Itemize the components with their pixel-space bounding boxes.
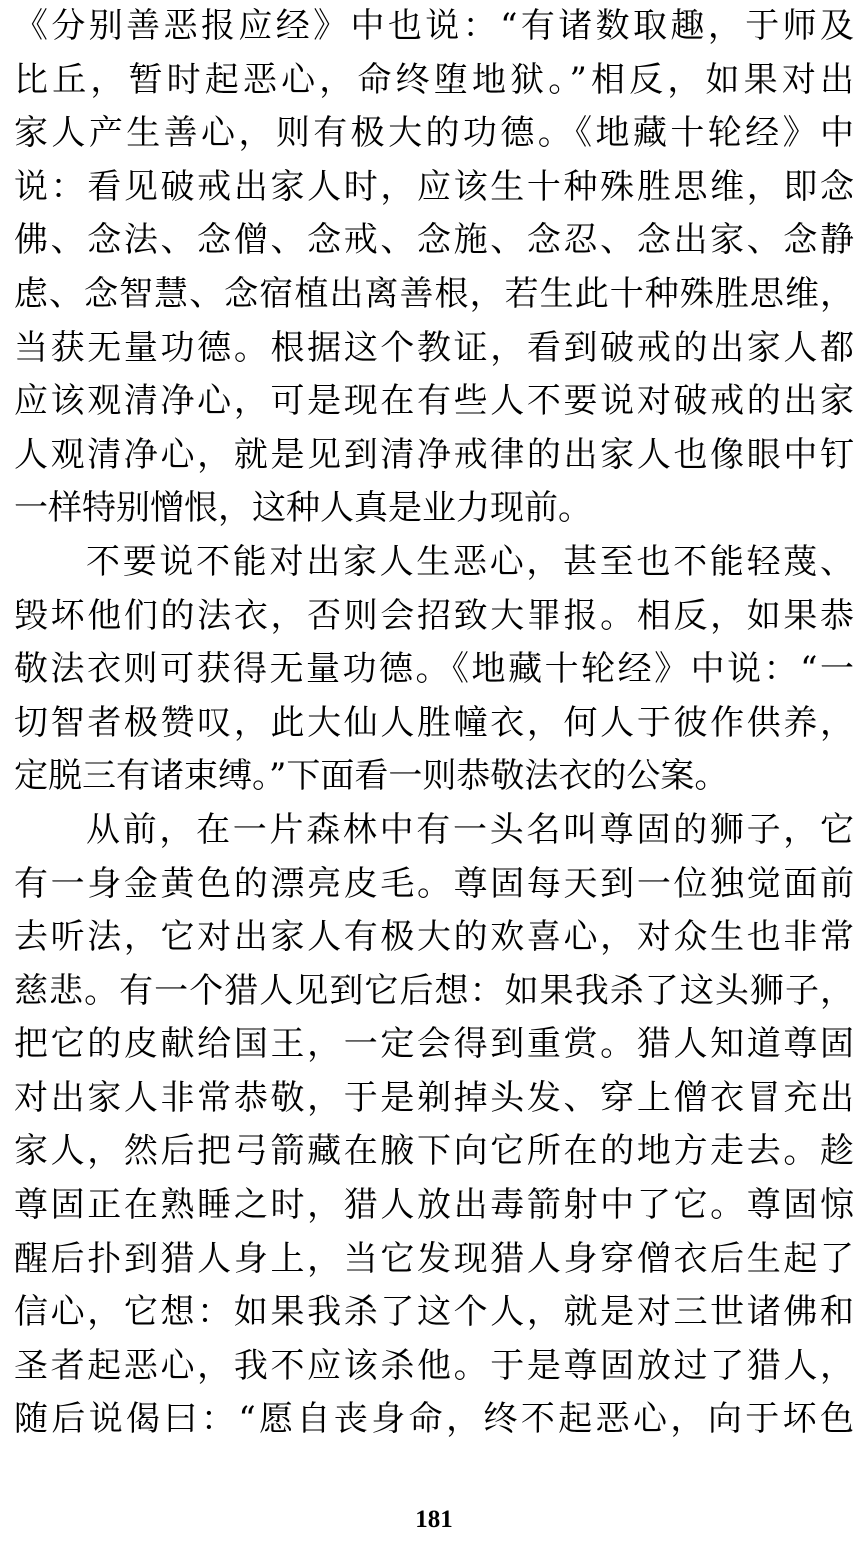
text-line: 虑、念智慧、念宿植出离善根，若生此十种殊胜思维，: [14, 273, 854, 314]
text-line: 切智者极赞叹，此大仙人胜幢衣，何人于彼作供养，: [14, 702, 854, 743]
text-line: 人观清净心，就是见到清净戒律的出家人也像眼中钉: [14, 434, 854, 475]
text-line: 敬法衣则可获得无量功德。《地藏十轮经》中说：“一: [14, 649, 854, 690]
text-line: 《分别善恶报应经》中也说：“有诸数取趣，于师及: [14, 6, 854, 46]
text-line: 把它的皮献给国王，一定会得到重赏。猎人知道尊固: [14, 1024, 854, 1065]
text-line: 定脱三有诸束缚。”下面看一则恭敬法衣的公案。: [14, 756, 729, 797]
text-line: 一样特别憎恨，这种人真是业力现前。: [14, 488, 592, 529]
text-line: 不要说不能对出家人生恶心，甚至也不能轻蔑、: [86, 541, 854, 582]
text-line: 应该观清净心，可是现在有些人不要说对破戒的出家: [14, 381, 854, 422]
body-text: [14, 0, 854, 1447]
text-line: 比丘，暂时起恶心，命终堕地狱。”相反，如果对出: [14, 59, 854, 100]
text-line: 随后说偈曰：“愿自丧身命，终不起恶心，向于坏色: [14, 1399, 854, 1440]
text-line: 从前，在一片森林中有一头名叫尊固的狮子，它: [86, 809, 854, 850]
text-line: 慈悲。有一个猎人见到它后想：如果我杀了这头狮子，: [14, 970, 854, 1011]
text-line: 家人产生善心，则有极大的功德。《地藏十轮经》中: [14, 113, 854, 154]
text-line: 信心，它想：如果我杀了这个人，就是对三世诸佛和: [14, 1292, 854, 1333]
text-line: 有一身金黄色的漂亮皮毛。尊固每天到一位独觉面前: [14, 863, 854, 904]
text-line: 对出家人非常恭敬，于是剃掉头发、穿上僧衣冒充出: [14, 1077, 854, 1118]
text-line: 说：看见破戒出家人时，应该生十种殊胜思维，即念: [14, 166, 854, 207]
text-line: 圣者起恶心，我不应该杀他。于是尊固放过了猎人，: [14, 1345, 854, 1386]
text-line: 佛、念法、念僧、念戒、念施、念忍、念出家、念静: [14, 220, 854, 261]
text-line: 当获无量功德。根据这个教证，看到破戒的出家人都: [14, 327, 854, 368]
text-line: 家人，然后把弓箭藏在腋下向它所在的地方走去。趁: [14, 1131, 854, 1172]
text-line: 去听法，它对出家人有极大的欢喜心，对众生也非常: [14, 917, 854, 958]
page-number: 181: [415, 1506, 453, 1533]
text-line: 醒后扑到猎人身上，当它发现猎人身穿僧衣后生起了: [14, 1238, 854, 1279]
text-line: 毁坏他们的法衣，否则会招致大罪报。相反，如果恭: [14, 595, 854, 636]
text-line: 尊固正在熟睡之时，猎人放出毒箭射中了它。尊固惊: [14, 1185, 854, 1226]
